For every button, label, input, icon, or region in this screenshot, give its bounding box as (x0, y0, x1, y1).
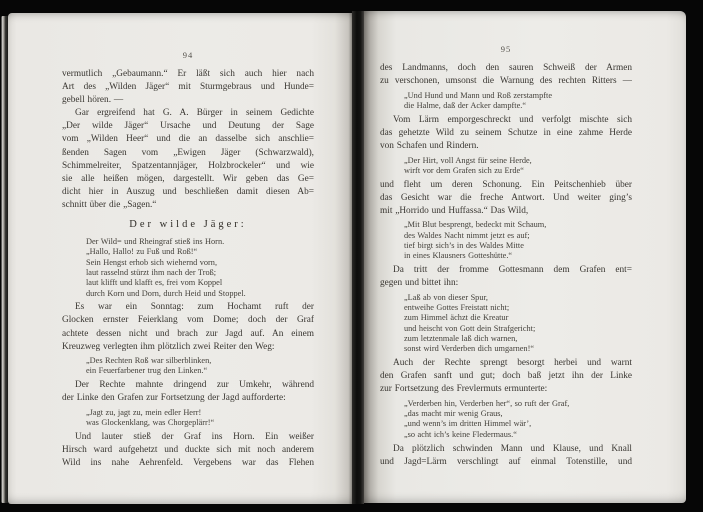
verse-line: laut klifft und klafft es, frei vom Koppel (86, 278, 223, 288)
verse-line: „Jagt zu, jagt zu, mein edler Herr! (86, 407, 202, 417)
poem-heading: Der wilde Jäger: (129, 219, 247, 231)
text-line: zu verschonen, umsonst die Warnung des rechten Ritters — (380, 76, 632, 87)
text-line: und Jagd=Lärm verschlingt auf einmal Totenstille, und (380, 456, 632, 467)
text-line: Da plötzlich schwinden Mann und Klause, und Knall (393, 443, 632, 454)
text-line: Da tritt der fromme Gottesmann dem Grafen ent= (393, 265, 632, 276)
verse-line: „und wenn’s im dritten Himmel wär’, (404, 419, 532, 429)
text-line: das gehetzte Wild zu seinem Schutze in eine zahme Herde (380, 127, 632, 138)
text-line: achtete dessen nicht und brach zur Jagd auf. An einem (62, 328, 314, 339)
verse-line: tief birgt sich’s in des Waldes Mitte (404, 241, 524, 251)
text-line: Art des „Wilden Jäger“ mit Sturmgebraus und Hunde= (62, 82, 314, 93)
verse-block (404, 293, 632, 355)
text-line: den Grafen sanft und gut; doch baß jetzt ihn der Linke (380, 371, 632, 382)
verse-line: „Verderben hin, Verderben her“, so ruft der Graf, (404, 398, 570, 408)
verse-line: entweihe Gottes Freistatt nicht; (404, 303, 510, 313)
text-line: Vom Lärm emporgeschreckt und verfolgt mischte sich (393, 114, 632, 125)
paragraph (380, 114, 632, 153)
verse-line: „Und Hund und Mann und Roß zerstampfte (404, 90, 553, 100)
text-line: Hirsch ward aufgehetzt und duckte sich mit noch anderem (62, 445, 314, 456)
verse-line: „Laß ab von dieser Spur, (404, 292, 488, 302)
text-line: und fleht um deren Schonung. Ein Peitschenhieb über (380, 179, 632, 190)
verse-block (404, 91, 632, 112)
verse-line: was Glockenklang, was Chorgeplärr!“ (86, 418, 215, 428)
text-line: zur Fortsetzung des Frevlermuts ermunterte: (380, 384, 548, 395)
text-line: vermutlich „Gebaumann.“ Er läßt sich auch hier nach (62, 69, 314, 79)
verse-block (86, 237, 314, 299)
verse-line: zum Himmel ächzt die Kreatur (404, 313, 509, 323)
text-line: das Gesicht war die freche Antwort. Und weiter ging’s (380, 192, 632, 203)
paragraph (380, 62, 632, 88)
verse-block (86, 408, 314, 429)
verse-block (86, 356, 314, 377)
text-line: des Landmanns, doch den sauren Schweiß der Armen (380, 63, 632, 73)
paragraph (62, 301, 314, 353)
text-line: vom „Wilden Heer“ und die an dasselbe sich anschlie= (62, 134, 314, 145)
verse-line: „Hallo, Hallo! zu Fuß und Roß!“ (86, 247, 198, 257)
page-number-right: 95 (500, 44, 512, 54)
paragraph (62, 107, 314, 212)
verse-block (404, 220, 632, 261)
verse-line: Sein Hengst erhob sich wiehernd vorn, (86, 257, 218, 267)
verse-line: wirft vor dem Grafen sich zu Erde“ (404, 165, 524, 175)
text-line: Schimmelreiter, Spatzentannjäger, Holzbrockeler“ und wie (62, 160, 314, 171)
text-line: der Linke den Grafen zur Fortsetzung der Jagd aufforderte: (62, 393, 286, 404)
paragraph (380, 179, 632, 218)
text-line: Es war ein Sonntag: zum Hochamt ruft der (75, 302, 314, 313)
verse-line: ein Feuerfarbener trug den Linken.“ (86, 366, 208, 376)
page-95-text (380, 62, 632, 469)
text-line: dicht hier in Auszug und beschließen damit diesen Ab= (62, 186, 314, 197)
book-page-right (364, 11, 686, 503)
verse-line: des Waldes Nacht nimmt jetzt es auf; (404, 230, 530, 240)
verse-line: sonst wird Verderben dich umgarnen!“ (404, 344, 535, 354)
text-line: gegen und bittet ihn: (380, 278, 459, 289)
book-gutter (352, 11, 364, 504)
verse-line: „das macht mir wenig Graus, (404, 409, 503, 419)
text-line: Gar ergreifend hat G. A. Bürger in seinem Gedichte (75, 108, 314, 119)
verse-line: Der Wild= und Rheingraf stieß ins Horn. (86, 237, 225, 247)
verse-line: „Mit Blut besprengt, bedeckt mit Schaum, (404, 220, 547, 230)
text-line: „Der wilde Jäger“ Ursache und Deutung der Sage (62, 121, 314, 132)
text-line: gebell hören. — (62, 95, 124, 106)
paragraph (62, 431, 314, 470)
verse-line: „Des Rechten Roß war silberblinken, (86, 356, 212, 366)
text-line: Glocken ernster Feierklang vom Dome; doch der Graf (62, 315, 314, 326)
text-line: mit „Horrido und Huffassa.“ Das Wild, (380, 205, 529, 216)
text-line: von Schafen und Rindern. (380, 140, 479, 151)
verse-line: und heischt von Gott dein Strafgericht; (404, 323, 536, 333)
verse-line: zum letztenmale laß dich warnen, (404, 334, 518, 343)
page-94-text (62, 68, 314, 470)
paragraph (380, 264, 632, 290)
text-line: Und lauter stieß der Graf ins Horn. Ein weißer (75, 432, 314, 443)
page-94-content (8, 13, 352, 470)
paragraph (62, 379, 314, 405)
paragraph (380, 357, 632, 396)
verse-line: in eines Klausners Gotteshütte.“ (404, 251, 513, 261)
page-number-left: 94 (182, 50, 194, 60)
book-page-left (8, 13, 352, 504)
verse-line: „Der Hirt, voll Angst für seine Herde, (404, 155, 532, 165)
verse-line: durch Korn und Dorn, durch Heid und Stoppel. (86, 288, 246, 298)
text-line: Wild ins nahe Aehrenfeld. Vergebens war das Flehen (62, 458, 314, 469)
paragraph (380, 443, 632, 469)
paragraph (62, 68, 314, 107)
verse-line: „so acht ich’s keine Fledermaus.“ (404, 429, 517, 439)
verse-block (404, 399, 632, 440)
text-line: schnitt über die „Sagen.“ (62, 199, 157, 210)
text-line: sie alle heißen mögen, dargestellt. Wir geben das Ge= (62, 173, 314, 184)
verse-block (404, 156, 632, 177)
text-line: Kreuzweg verlegten ihm plötzlich zwei Reiter den Weg: (62, 341, 275, 352)
text-line: Der Rechte mahnte dringend zur Umkehr, während (75, 380, 314, 391)
verse-line: die Halme, daß der Acker dampfte.“ (404, 100, 527, 110)
page-edge-stack (1, 16, 8, 503)
text-line: Auch der Rechte sprengt besorgt herbei und warnt (393, 358, 632, 369)
text-line: ßenden Sagen vom „Ewigen Jäger (Schwarzwald), (62, 147, 314, 158)
verse-line: laut rasselnd stürzt ihm nach der Troß; (86, 267, 217, 277)
page-95-content (364, 11, 686, 469)
